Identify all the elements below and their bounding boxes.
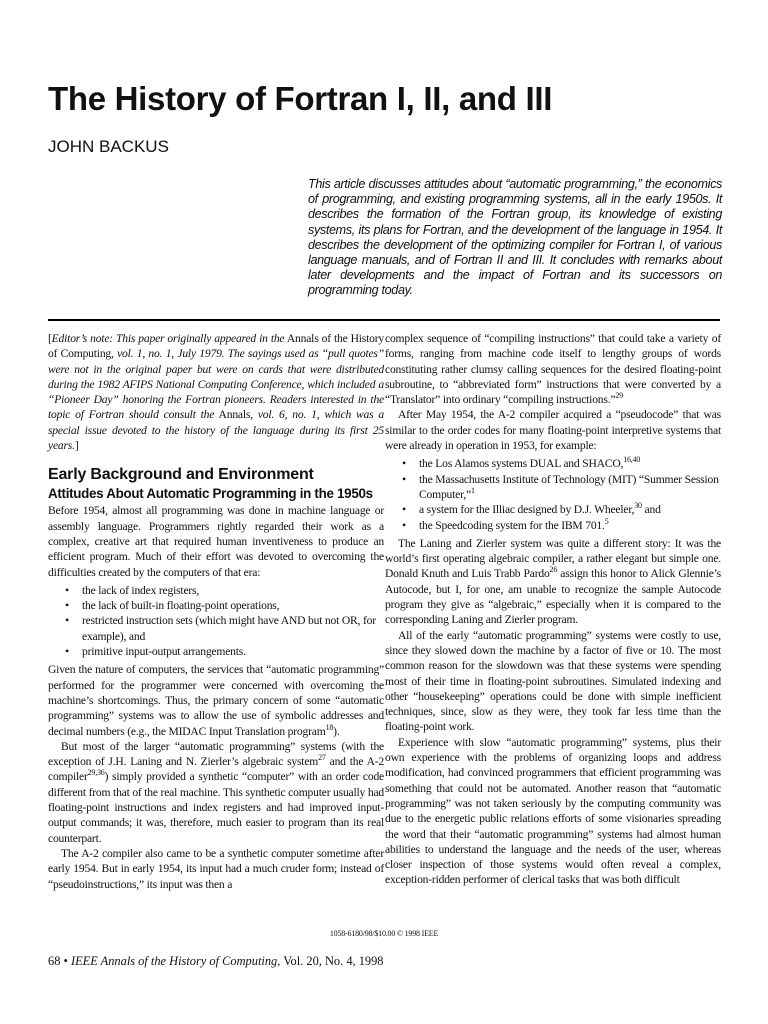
copyright-line: 1058-6180/98/$10.00 © 1998 IEEE — [329, 929, 439, 938]
list-item: • the Los Alamos systems DUAL and SHACO,$^{16,40}$ — [419, 456, 721, 471]
article-title: The History of Fortran I, II, and III — [48, 80, 553, 117]
paragraph: The A-2 compiler also came to be a synthetic computer sometime after early 1954. But in early 1954, its input had a much cruder form; instead of “pseudoinstructions,” its input was then a — [48, 846, 384, 891]
paragraph: Experience with slow “automatic programming” systems, plus their own experience with the problems of organizing loops and address modification, had convinced programmers that efficient programming was something that could not be automated. Another reason that “automatic programming” was not taken seriously by the computing community was due to the energetic public relations efforts of some visionaries spreading the word that their “automatic programming” systems had almost human abilities to understand the language and the needs of the user, whereas closer inspection of those systems would often reveal a complex, exception-ridden performer of clerical tasks that was both difficult — [385, 735, 721, 887]
journal-volume: , Vol. 20, No. 4, 1998 — [277, 954, 384, 968]
journal-name: IEEE Annals of the History of Computing — [70, 954, 278, 968]
list-item: • restricted instruction sets (which might have AND but not OR, for example), and — [82, 613, 384, 644]
bullet-separator: • — [63, 954, 68, 968]
bullet-list — [385, 456, 721, 532]
list-item: • the Massachusetts Institute of Technology (MIT) “Summer Session Computer,”$^1$ — [419, 472, 721, 503]
subsection-heading: Attitudes About Automatic Programming in the 1950s — [48, 486, 373, 502]
list-item: • the lack of index registers, — [82, 583, 384, 598]
list-item: • the lack of built-in floating-point operations, — [82, 598, 384, 613]
page-footer — [48, 954, 384, 969]
paragraph: But most of the larger “automatic programming” systems (with the exception of J.H. Laning and N. Zierler’s algebraic system$^{27}$ and the A-2 compiler$^{29,36}$) simply provided a synthetic “computer” with an order code different from that of the real machine. This synthetic computer usually had floating-point instructions and index registers and had improved input-output commands; it was, therefore, much easier to program than its real counterpart. — [48, 739, 384, 845]
paragraph: Given the nature of computers, the services that “automatic programming” performed for the programmer were concerned with overcoming the machine’s shortcomings. Thus, the primary concern of some “automatic programming” systems was to allow the use of symbolic addresses and decimal numbers (e.g., the MIDAC Input Translation program$^{18}$). — [48, 663, 384, 738]
bullet-list — [48, 583, 384, 659]
paragraph: The Laning and Zierler system was quite a different story: It was the world’s first operating algebraic compiler, a rather elegant but simple one. Donald Knuth and Luis Trabb Pardo$^{26}$ assign this honor to Alick Glennie’s Autocode, but I, for one, am unable to recognize the sample Autocode program they give as “algebraic,” especially when it is compared to the corresponding Laning and Zierler program. — [385, 536, 721, 627]
page-number: 68 — [48, 954, 61, 968]
list-item: • a system for the Illiac designed by D.J. Wheeler,$^{30}$ and — [419, 502, 721, 517]
paragraph: complex sequence of “compiling instructions” that could take a variety of forms, ranging from machine code itself to lengthy groups of words constituting rather clumsy calling sequences for the desired floating-point subroutine, to “abbreviated form” instructions that were converted by a “Translator” into ordinary “compiling instructions.”$^{29}$ — [385, 332, 721, 407]
paragraph: After May 1954, the A-2 compiler acquired a “pseudocode” that was similar to the order codes for many floating-point interpretive systems that were already in operation in 1953, for example: — [385, 408, 721, 453]
author-name: JOHN BACKUS — [48, 137, 169, 156]
list-item: • the Speedcoding system for the IBM 701.$^5$ — [419, 518, 721, 533]
paragraph: All of the early “automatic programming” systems were costly to use, since they slowed down the machine by a factor of five or 10. The most common reason for the slowdown was that these systems were spending most of their time in floating-point subroutines. Simulated indexing and other “housekeeping” operations could be done with simple inefficient techniques, since, slow as they were, they took far less time than the floating-point work. — [385, 628, 721, 734]
header-rule — [48, 319, 720, 321]
right-column — [385, 331, 721, 888]
section-heading: Early Background and Environment — [48, 466, 314, 484]
abstract: This article discusses attitudes about “automatic programming,” the economics of programming, and existing programming systems, all in the early 1950s. It describes the formation of the Fortran group, its knowledge of existing systems, its plans for Fortran, and the development of the language in 1954. It describes the development of the optimizing compiler for Fortran I, of various language manuals, and of Fortran II and III. It concludes with remarks about later developments and the impact of Fortran and its successors on programming today. — [308, 177, 722, 298]
left-column — [48, 331, 384, 892]
editors-note: [Editor’s note: This paper originally appeared in the Annals of the History of Computing, vol. 1, no. 1, July 1979. The sayings used as “pull quotes” were not in the original paper but were on cards that were distributed during the 1982 AFIPS National Computing Conference, which included a “Pioneer Day” honoring the Fortran pioneers. Readers interested in the topic of Fortran should consult the Annals, vol. 6, no. 1, which was a special issue devoted to the history of the language during its first 25 years.] — [48, 332, 385, 453]
paragraph: Before 1954, almost all programming was done in machine language or assembly language. Programmers rightly regarded their work as a complex, creative art that required human inventiveness to produce an efficient program. Much of their effort was devoted to overcoming the difficulties created by the computers of that era: — [48, 504, 384, 579]
list-item: • primitive input-output arrangements. — [82, 644, 384, 659]
